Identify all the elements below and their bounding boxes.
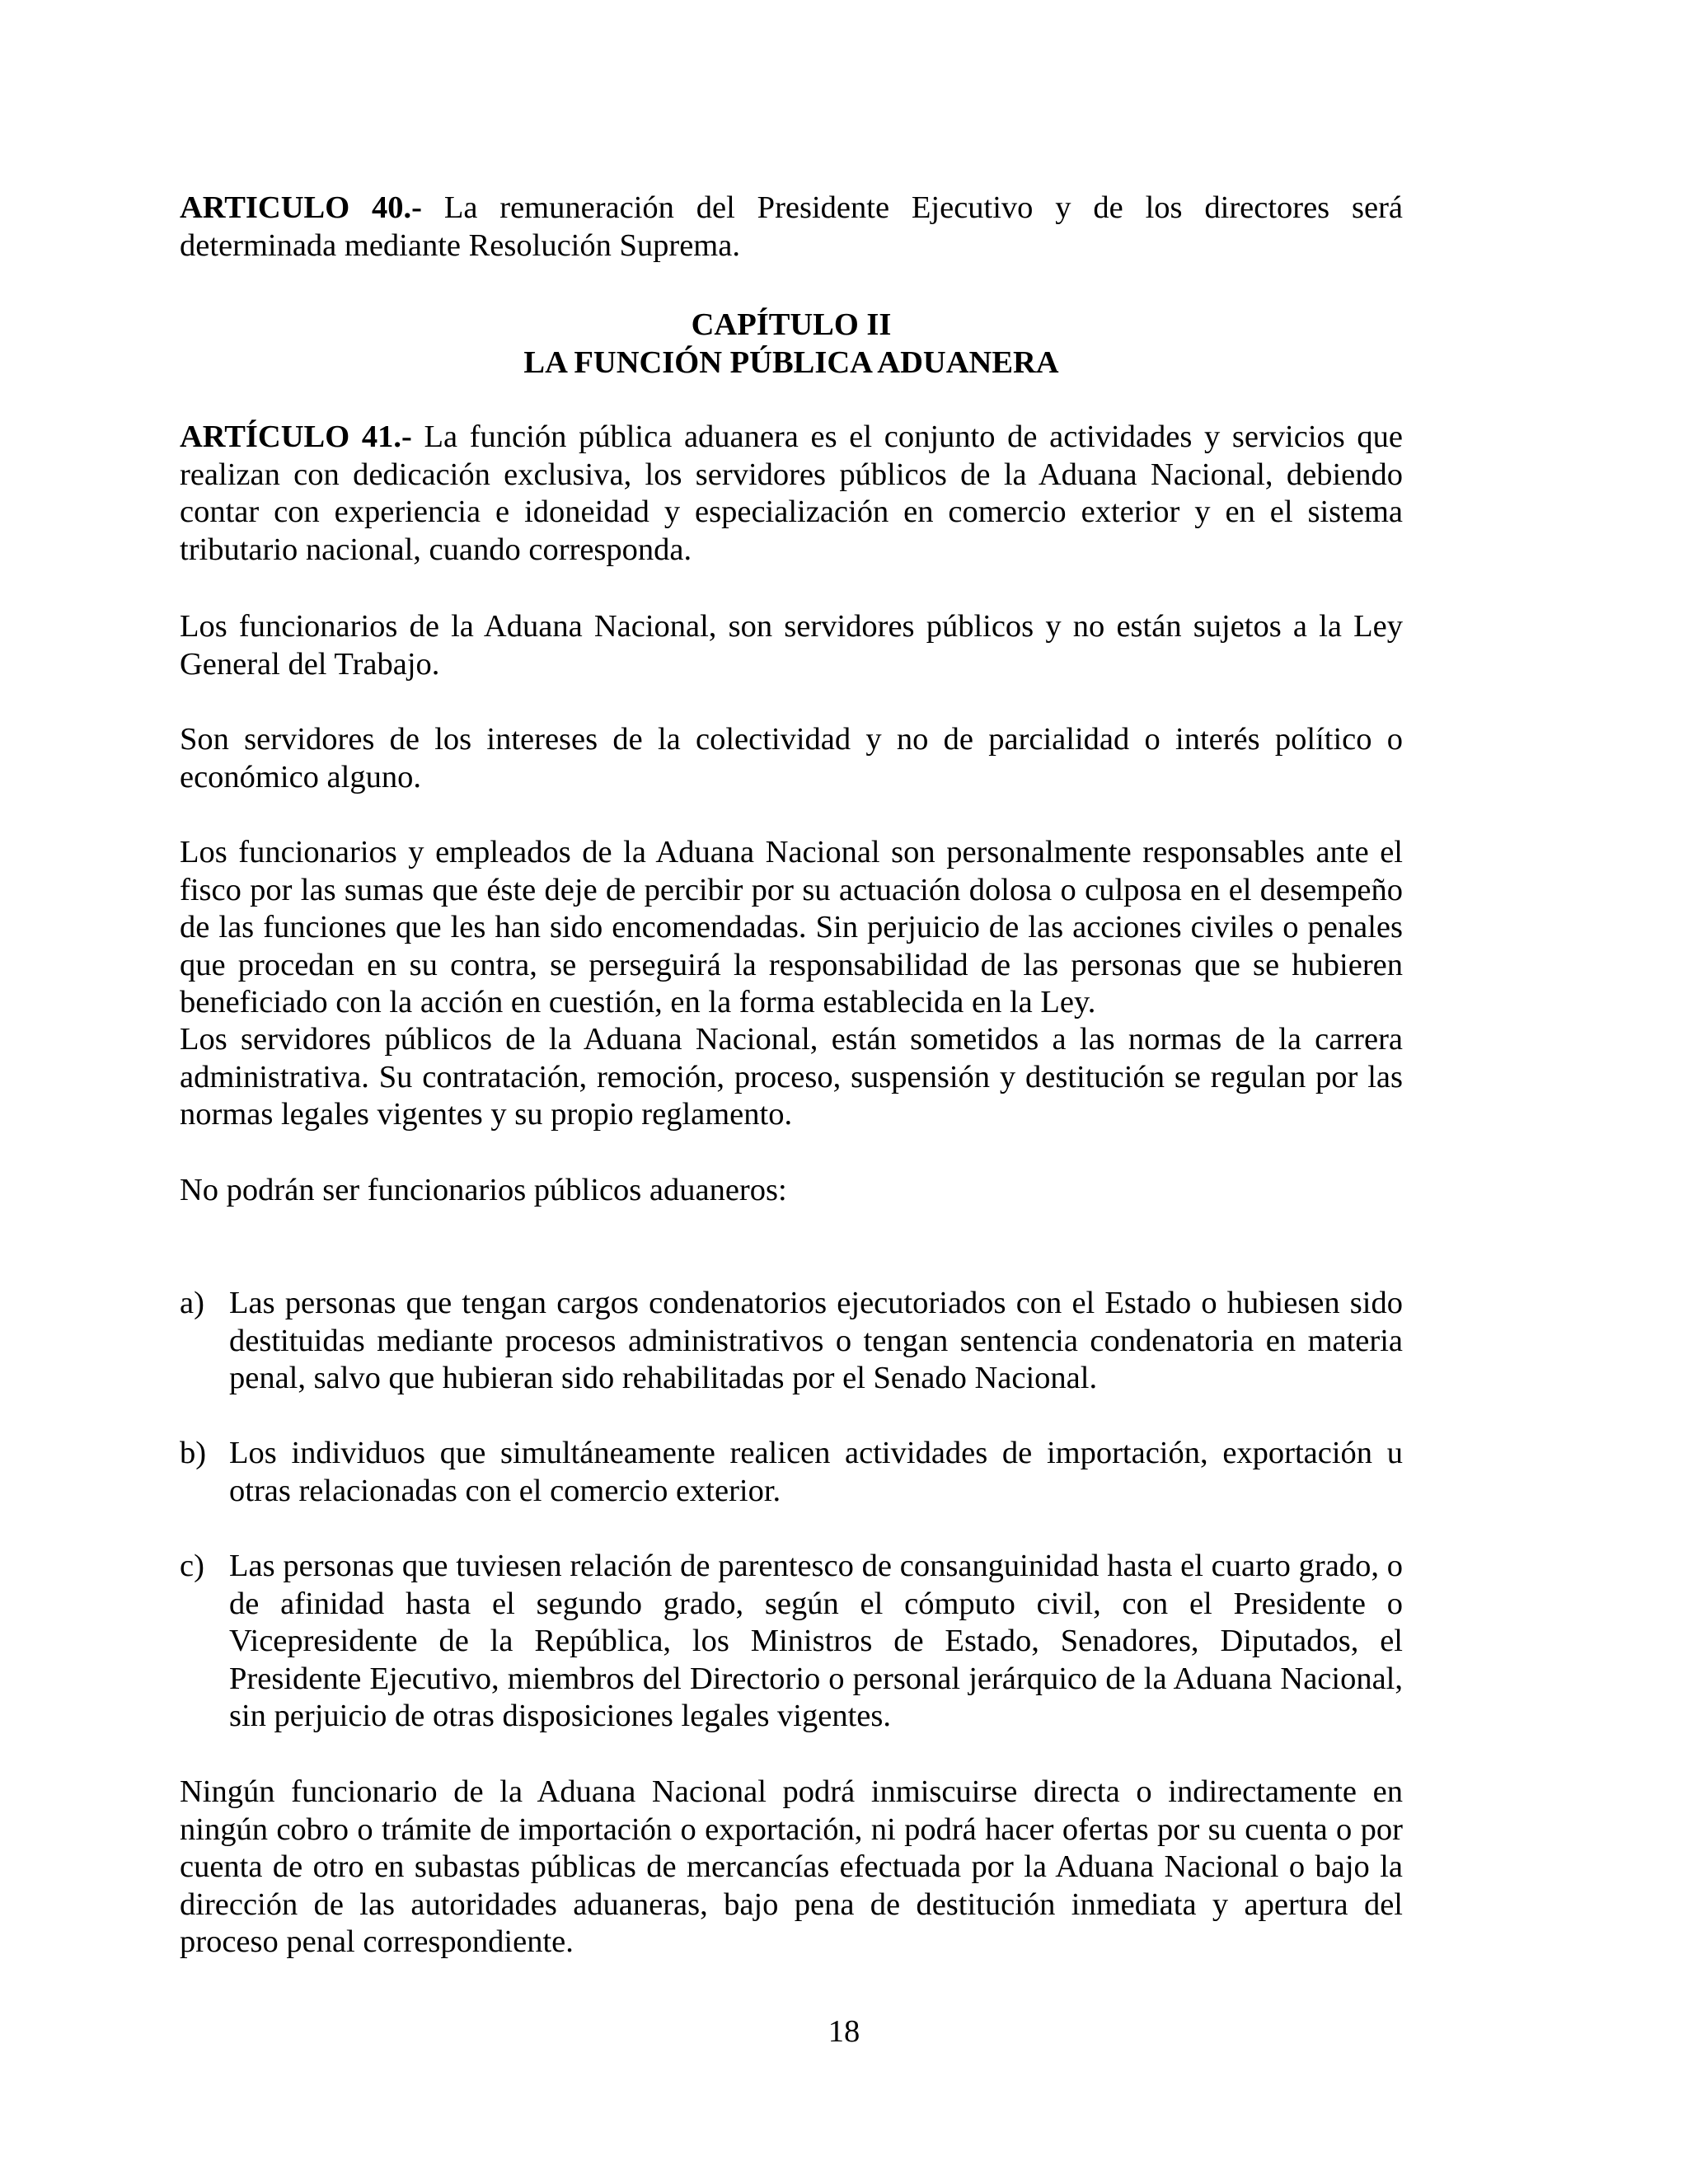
chapter-number: CAPÍTULO II: [691, 307, 892, 342]
paragraph-responsibility: Los funcionarios y empleados de la Aduana Nacional son personalmente responsables ante el fisco por las sumas que éste deje de percibir por su actuación dolosa o culposa en el desempeño de las funciones que les han sido encomendadas. Sin perjuicio de las acciones civiles o penales que procedan en su contra, se perseguirá la responsabilidad de las personas que se hubieren beneficiado con la acción en cuestión, en la forma establecida en la Ley.: [180, 835, 1403, 1020]
list-marker-c: c): [180, 1549, 204, 1583]
list-item-b: [180, 1435, 1403, 1510]
article-41: [180, 419, 1403, 569]
paragraph-list-intro: No podrán ser funcionarios públicos aduaneros:: [180, 1173, 787, 1207]
chapter-title: LA FUNCIÓN PÚBLICA ADUANERA: [523, 345, 1059, 380]
list-text-b: Los individuos que simultáneamente realicen actividades de importación, exportación u otras relacionadas con el comercio exterior.: [229, 1436, 1403, 1508]
page-number: 18: [828, 2014, 860, 2049]
article-41-text: La función pública aduanera es el conjunto de actividades y servicios que realizan con dedicación exclusiva, los servidores públicos de la Aduana Nacional, debiendo contar con experiencia e idoneidad y especialización en comercio exterior y en el sistema tributario nacional, cuando corresponda.: [180, 419, 1404, 567]
article-40: [180, 190, 1403, 265]
article-40-label: ARTICULO 40.-: [180, 190, 422, 225]
list-text-c: Las personas que tuviesen relación de parentesco de consanguinidad hasta el cuarto grado, o de afinidad hasta el segundo grado, según el cómputo civil, con el Presidente o Vicepresidente de la República, los Ministros de Estado, Senadores, Diputados, el Presidente Ejecutivo, miembros del Directorio o personal jerárquico de la Aduana Nacional, sin perjuicio de otras disposiciones legales vigentes.: [229, 1549, 1403, 1734]
list-text-a: Las personas que tengan cargos condenatorios ejecutoriados con el Estado o hubiesen sido destituidas mediante procesos administrativos o tengan sentencia condenatoria en materia penal, salvo que hubieran sido rehabilitadas por el Senado Nacional.: [229, 1286, 1403, 1396]
list-marker-a: a): [180, 1286, 204, 1320]
list-item-c: [180, 1548, 1403, 1736]
list-item-a: [180, 1285, 1403, 1398]
list-marker-b: b): [180, 1436, 207, 1470]
paragraph-prohibition: Ningún funcionario de la Aduana Nacional podrá inmiscuirse directa o indirectamente en ningún cobro o trámite de importación o exportación, ni podrá hacer ofertas por su cuenta o por cuenta de otro en subastas públicas de mercancías efectuada por la Aduana Nacional o bajo la dirección de las autoridades aduaneras, bajo pena de destitución inmediata y apertura del proceso penal correspondiente.: [180, 1774, 1403, 1960]
paragraph-labor-law: Los funcionarios de la Aduana Nacional, son servidores públicos y no están sujetos a la Ley General del Trabajo.: [180, 609, 1403, 682]
article-40-text: La remuneración del Presidente Ejecutivo y de los directores será determinada mediante Resolución Suprema.: [180, 190, 1403, 263]
paragraph-collective-interests: Son servidores de los intereses de la colectividad y no de parcialidad o interés político o económico alguno.: [180, 722, 1403, 794]
paragraph-administrative-career: Los servidores públicos de la Aduana Nacional, están sometidos a las normas de la carrera administrativa. Su contratación, remoción, proceso, suspensión y destitución se regulan por las normas legales vigentes y su propio reglamento.: [180, 1022, 1403, 1132]
article-41-label: ARTÍCULO 41.-: [180, 419, 412, 454]
